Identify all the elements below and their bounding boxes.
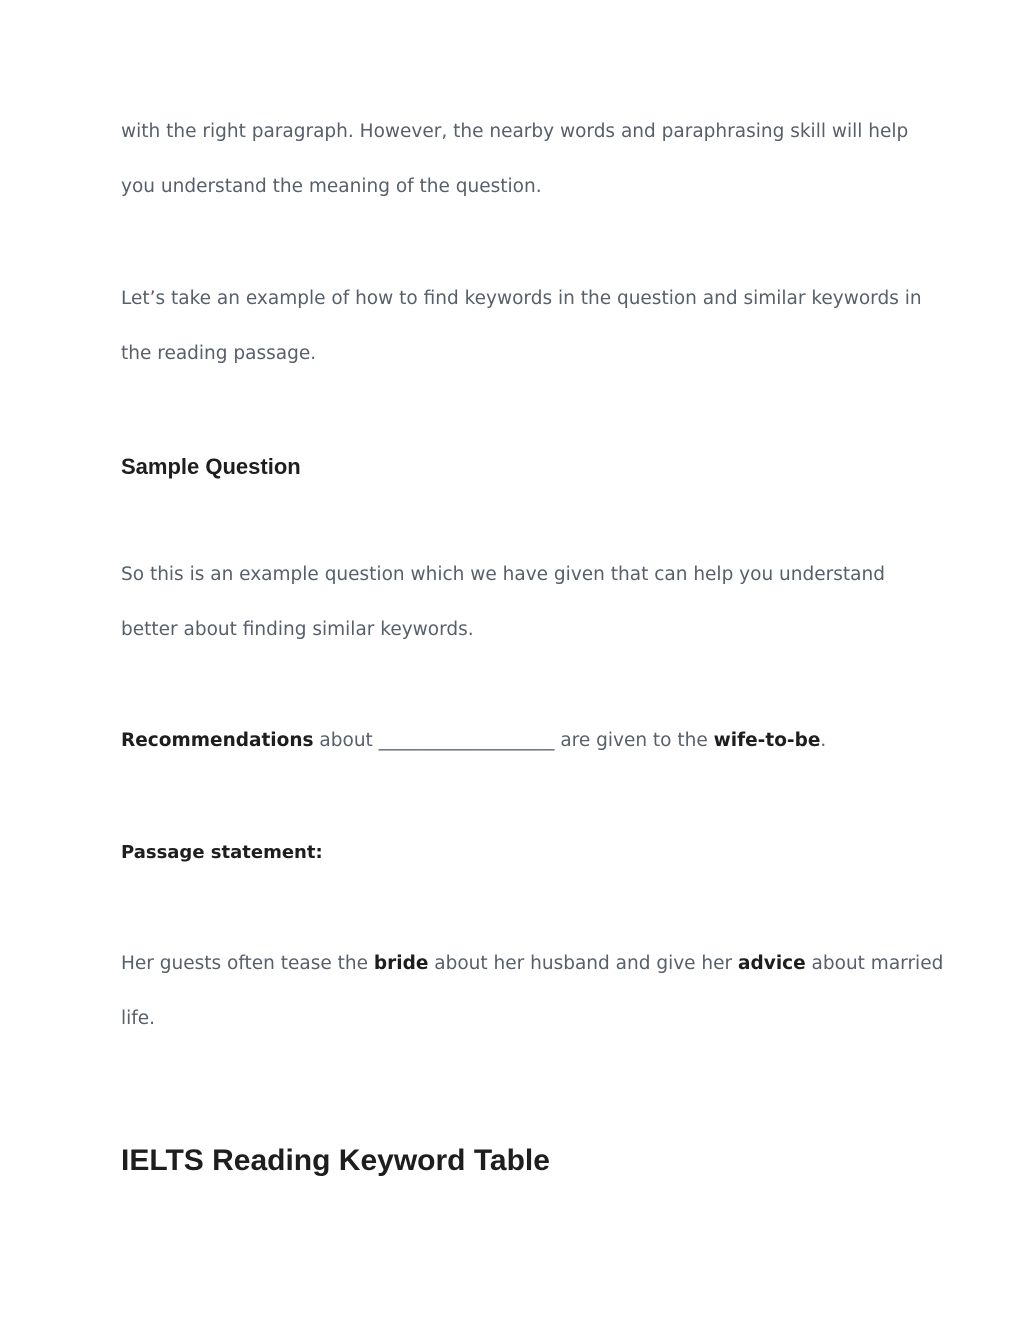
passage-text-1: Her guests often tease the <box>121 953 374 974</box>
paragraph-1-line-1: with the right paragraph. However, the nearby words and paraphrasing skill will help <box>121 121 909 142</box>
paragraph-3-line-1: So this is an example question which we have given that can help you understand <box>121 564 885 585</box>
passage-text-2: about her husband and give her <box>428 953 739 974</box>
keyword-table-heading: IELTS Reading Keyword Table <box>121 1144 550 1177</box>
passage-statement-label: Passage statement: <box>121 842 323 863</box>
paragraph-2-line-1: Let’s take an example of how to find keywords in the question and similar keywords in <box>121 288 922 309</box>
passage-line-1 <box>121 953 943 974</box>
paragraph-3-line-2: better about finding similar keywords. <box>121 619 474 640</box>
keyword-wife-to-be: wife-to-be <box>713 730 821 751</box>
keyword-recommendations: Recommendations <box>121 730 314 751</box>
passage-line-2: life. <box>121 1008 156 1029</box>
paragraph-2-line-2: the reading passage. <box>121 343 317 364</box>
keyword-bride: bride <box>373 953 429 974</box>
passage-text-3: about married <box>805 953 944 974</box>
keyword-advice: advice <box>738 953 806 974</box>
sample-question-sentence <box>121 730 826 751</box>
paragraph-1-line-2: you understand the meaning of the question. <box>121 176 542 197</box>
question-text-1: about ___________________ are given to the <box>313 730 714 751</box>
question-text-2: . <box>820 730 827 751</box>
sample-question-heading: Sample Question <box>121 454 301 479</box>
